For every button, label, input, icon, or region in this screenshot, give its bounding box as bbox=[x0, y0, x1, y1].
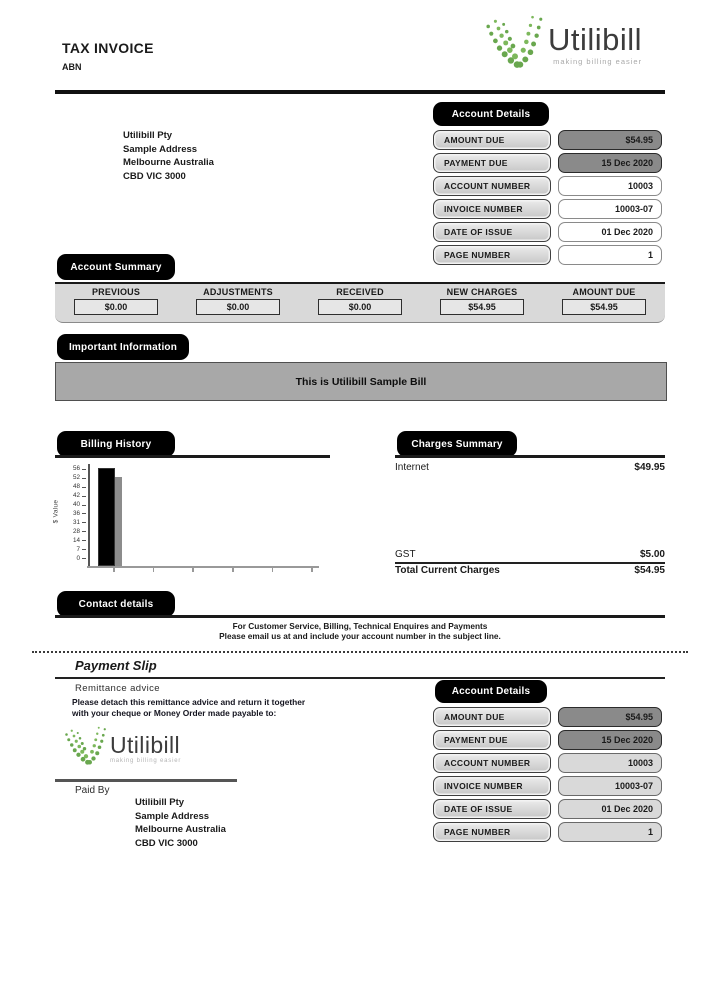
contact-line-1: For Customer Service, Billing, Technical Enquires and Payments bbox=[232, 621, 488, 631]
address-line: Utilibill Pty bbox=[135, 797, 185, 808]
amount-due-label: AMOUNT DUE bbox=[433, 130, 551, 150]
date-of-issue-label: DATE OF ISSUE bbox=[433, 222, 551, 242]
slip-instructions-1: Please detach this remittance advice and return it together bbox=[72, 697, 306, 707]
abn-label: ABN bbox=[62, 62, 82, 72]
page-title: TAX INVOICE bbox=[62, 40, 154, 56]
table-row bbox=[433, 222, 662, 242]
address-line: Sample Address bbox=[123, 143, 198, 155]
summary-col-new-charges bbox=[421, 284, 543, 322]
logo-wordmark: Utilibill bbox=[548, 22, 643, 57]
paid-by-rule bbox=[55, 779, 237, 782]
charge-row-total bbox=[395, 565, 665, 576]
logo-tagline: making billing easier bbox=[553, 57, 643, 66]
invoice-number-label: INVOICE NUMBER bbox=[433, 199, 551, 219]
slip-account-details-table bbox=[433, 707, 662, 842]
charge-row-gst bbox=[395, 549, 665, 560]
address-line: Utilibill Pty bbox=[123, 130, 173, 141]
important-information-box: This is Utilibill Sample Bill bbox=[55, 362, 667, 401]
account-number-label: ACCOUNT NUMBER bbox=[433, 176, 551, 196]
account-number-value: 10003 bbox=[558, 176, 662, 196]
account-summary-strip bbox=[55, 282, 665, 323]
account-number-label: ACCOUNT NUMBER bbox=[433, 753, 551, 773]
table-row bbox=[433, 799, 662, 819]
logo-wordmark: Utilibill bbox=[110, 732, 181, 758]
page-number-value: 1 bbox=[558, 822, 662, 842]
billing-chart-yticks: 56 52 48 42 40 36 31 28 14 7 0 bbox=[66, 466, 86, 562]
remittance-advice-label: Remittance advice bbox=[75, 683, 160, 694]
address-line: CBD VIC 3000 bbox=[123, 170, 186, 182]
charges-summary-header: Charges Summary bbox=[397, 431, 517, 457]
logo-tagline: making billing easier bbox=[110, 758, 182, 764]
billing-bar bbox=[98, 468, 115, 566]
important-information-header: Important Information bbox=[57, 334, 189, 360]
summary-col-previous bbox=[55, 284, 177, 322]
amount-due-label: AMOUNT DUE bbox=[433, 707, 551, 727]
perforation-line bbox=[32, 651, 688, 653]
table-row bbox=[433, 245, 662, 265]
table-row bbox=[433, 176, 662, 196]
charge-row-internet bbox=[395, 462, 665, 473]
contact-line-2: Please email us at and include your account number in the subject line. bbox=[219, 631, 501, 641]
billing-chart-xticks bbox=[113, 568, 313, 572]
summary-col-amount-due bbox=[543, 284, 665, 322]
utilibill-logo-slip bbox=[62, 724, 242, 780]
slip-account-details-header: Account Details bbox=[435, 680, 547, 703]
header-rule bbox=[55, 90, 665, 94]
table-row bbox=[433, 199, 662, 219]
amount-due-value: $54.95 bbox=[558, 707, 662, 727]
contact-details-header: Contact details bbox=[57, 591, 175, 617]
gst-label: GST bbox=[395, 549, 416, 560]
total-charges-value: $54.95 bbox=[634, 565, 665, 576]
summary-col-adjustments bbox=[177, 284, 299, 322]
billing-history-chart bbox=[52, 462, 328, 584]
summary-col-received bbox=[299, 284, 421, 322]
gst-value: $5.00 bbox=[639, 549, 665, 560]
address-line: Melbourne Australia bbox=[135, 824, 226, 835]
account-number-value: 10003 bbox=[558, 753, 662, 773]
table-row bbox=[433, 730, 662, 750]
summary-value: $0.00 bbox=[74, 299, 158, 315]
utilibill-leaf-dots-icon bbox=[482, 12, 548, 78]
slip-instructions-2: with your cheque or Money Order made payable to: bbox=[72, 708, 277, 718]
account-details-header: Account Details bbox=[433, 102, 549, 126]
billing-history-rule bbox=[55, 455, 330, 458]
account-summary-header: Account Summary bbox=[57, 254, 175, 280]
invoice-number-value: 10003-07 bbox=[558, 776, 662, 796]
utilibill-leaf-dots-icon bbox=[62, 724, 110, 772]
amount-due-value: $54.95 bbox=[558, 130, 662, 150]
table-row bbox=[433, 776, 662, 796]
billing-history-header: Billing History bbox=[57, 431, 175, 457]
table-row bbox=[433, 753, 662, 773]
table-row bbox=[433, 153, 662, 173]
address-line: Sample Address bbox=[135, 810, 210, 822]
summary-label: ADJUSTMENTS bbox=[203, 287, 273, 297]
date-of-issue-value: 01 Dec 2020 bbox=[558, 799, 662, 819]
table-row bbox=[433, 707, 662, 727]
table-row bbox=[433, 822, 662, 842]
charge-label: Internet bbox=[395, 462, 429, 473]
summary-value: $54.95 bbox=[562, 299, 646, 315]
date-of-issue-label: DATE OF ISSUE bbox=[433, 799, 551, 819]
slip-address bbox=[135, 796, 226, 850]
payment-slip-title: Payment Slip bbox=[75, 658, 157, 673]
address-line: Melbourne Australia bbox=[123, 157, 214, 168]
summary-value: $54.95 bbox=[440, 299, 524, 315]
charge-value: $49.95 bbox=[634, 462, 665, 473]
summary-label: RECEIVED bbox=[336, 287, 384, 297]
page-number-label: PAGE NUMBER bbox=[433, 822, 551, 842]
contact-details-rule bbox=[55, 615, 665, 618]
customer-address bbox=[123, 129, 214, 183]
summary-label: NEW CHARGES bbox=[446, 287, 518, 297]
payment-due-value: 15 Dec 2020 bbox=[558, 153, 662, 173]
charges-summary-rule bbox=[395, 455, 665, 458]
utilibill-logo bbox=[482, 12, 677, 84]
payment-due-label: PAYMENT DUE bbox=[433, 730, 551, 750]
summary-label: AMOUNT DUE bbox=[572, 287, 636, 297]
page-number-value: 1 bbox=[558, 245, 662, 265]
billing-chart-plot bbox=[90, 466, 318, 566]
paid-by-label: Paid By bbox=[75, 785, 110, 796]
date-of-issue-value: 01 Dec 2020 bbox=[558, 222, 662, 242]
table-row bbox=[433, 130, 662, 150]
payment-slip-rule bbox=[55, 677, 665, 679]
page-number-label: PAGE NUMBER bbox=[433, 245, 551, 265]
chart-y-axis-label: $ Value bbox=[52, 499, 60, 524]
account-details-table bbox=[433, 130, 662, 265]
gst-separator bbox=[395, 562, 665, 564]
invoice-number-value: 10003-07 bbox=[558, 199, 662, 219]
payment-due-value: 15 Dec 2020 bbox=[558, 730, 662, 750]
total-charges-label: Total Current Charges bbox=[395, 565, 500, 576]
address-line: CBD VIC 3000 bbox=[135, 837, 198, 849]
invoice-number-label: INVOICE NUMBER bbox=[433, 776, 551, 796]
summary-value: $0.00 bbox=[196, 299, 280, 315]
summary-label: PREVIOUS bbox=[91, 287, 141, 297]
payment-due-label: PAYMENT DUE bbox=[433, 153, 551, 173]
summary-value: $0.00 bbox=[318, 299, 402, 315]
